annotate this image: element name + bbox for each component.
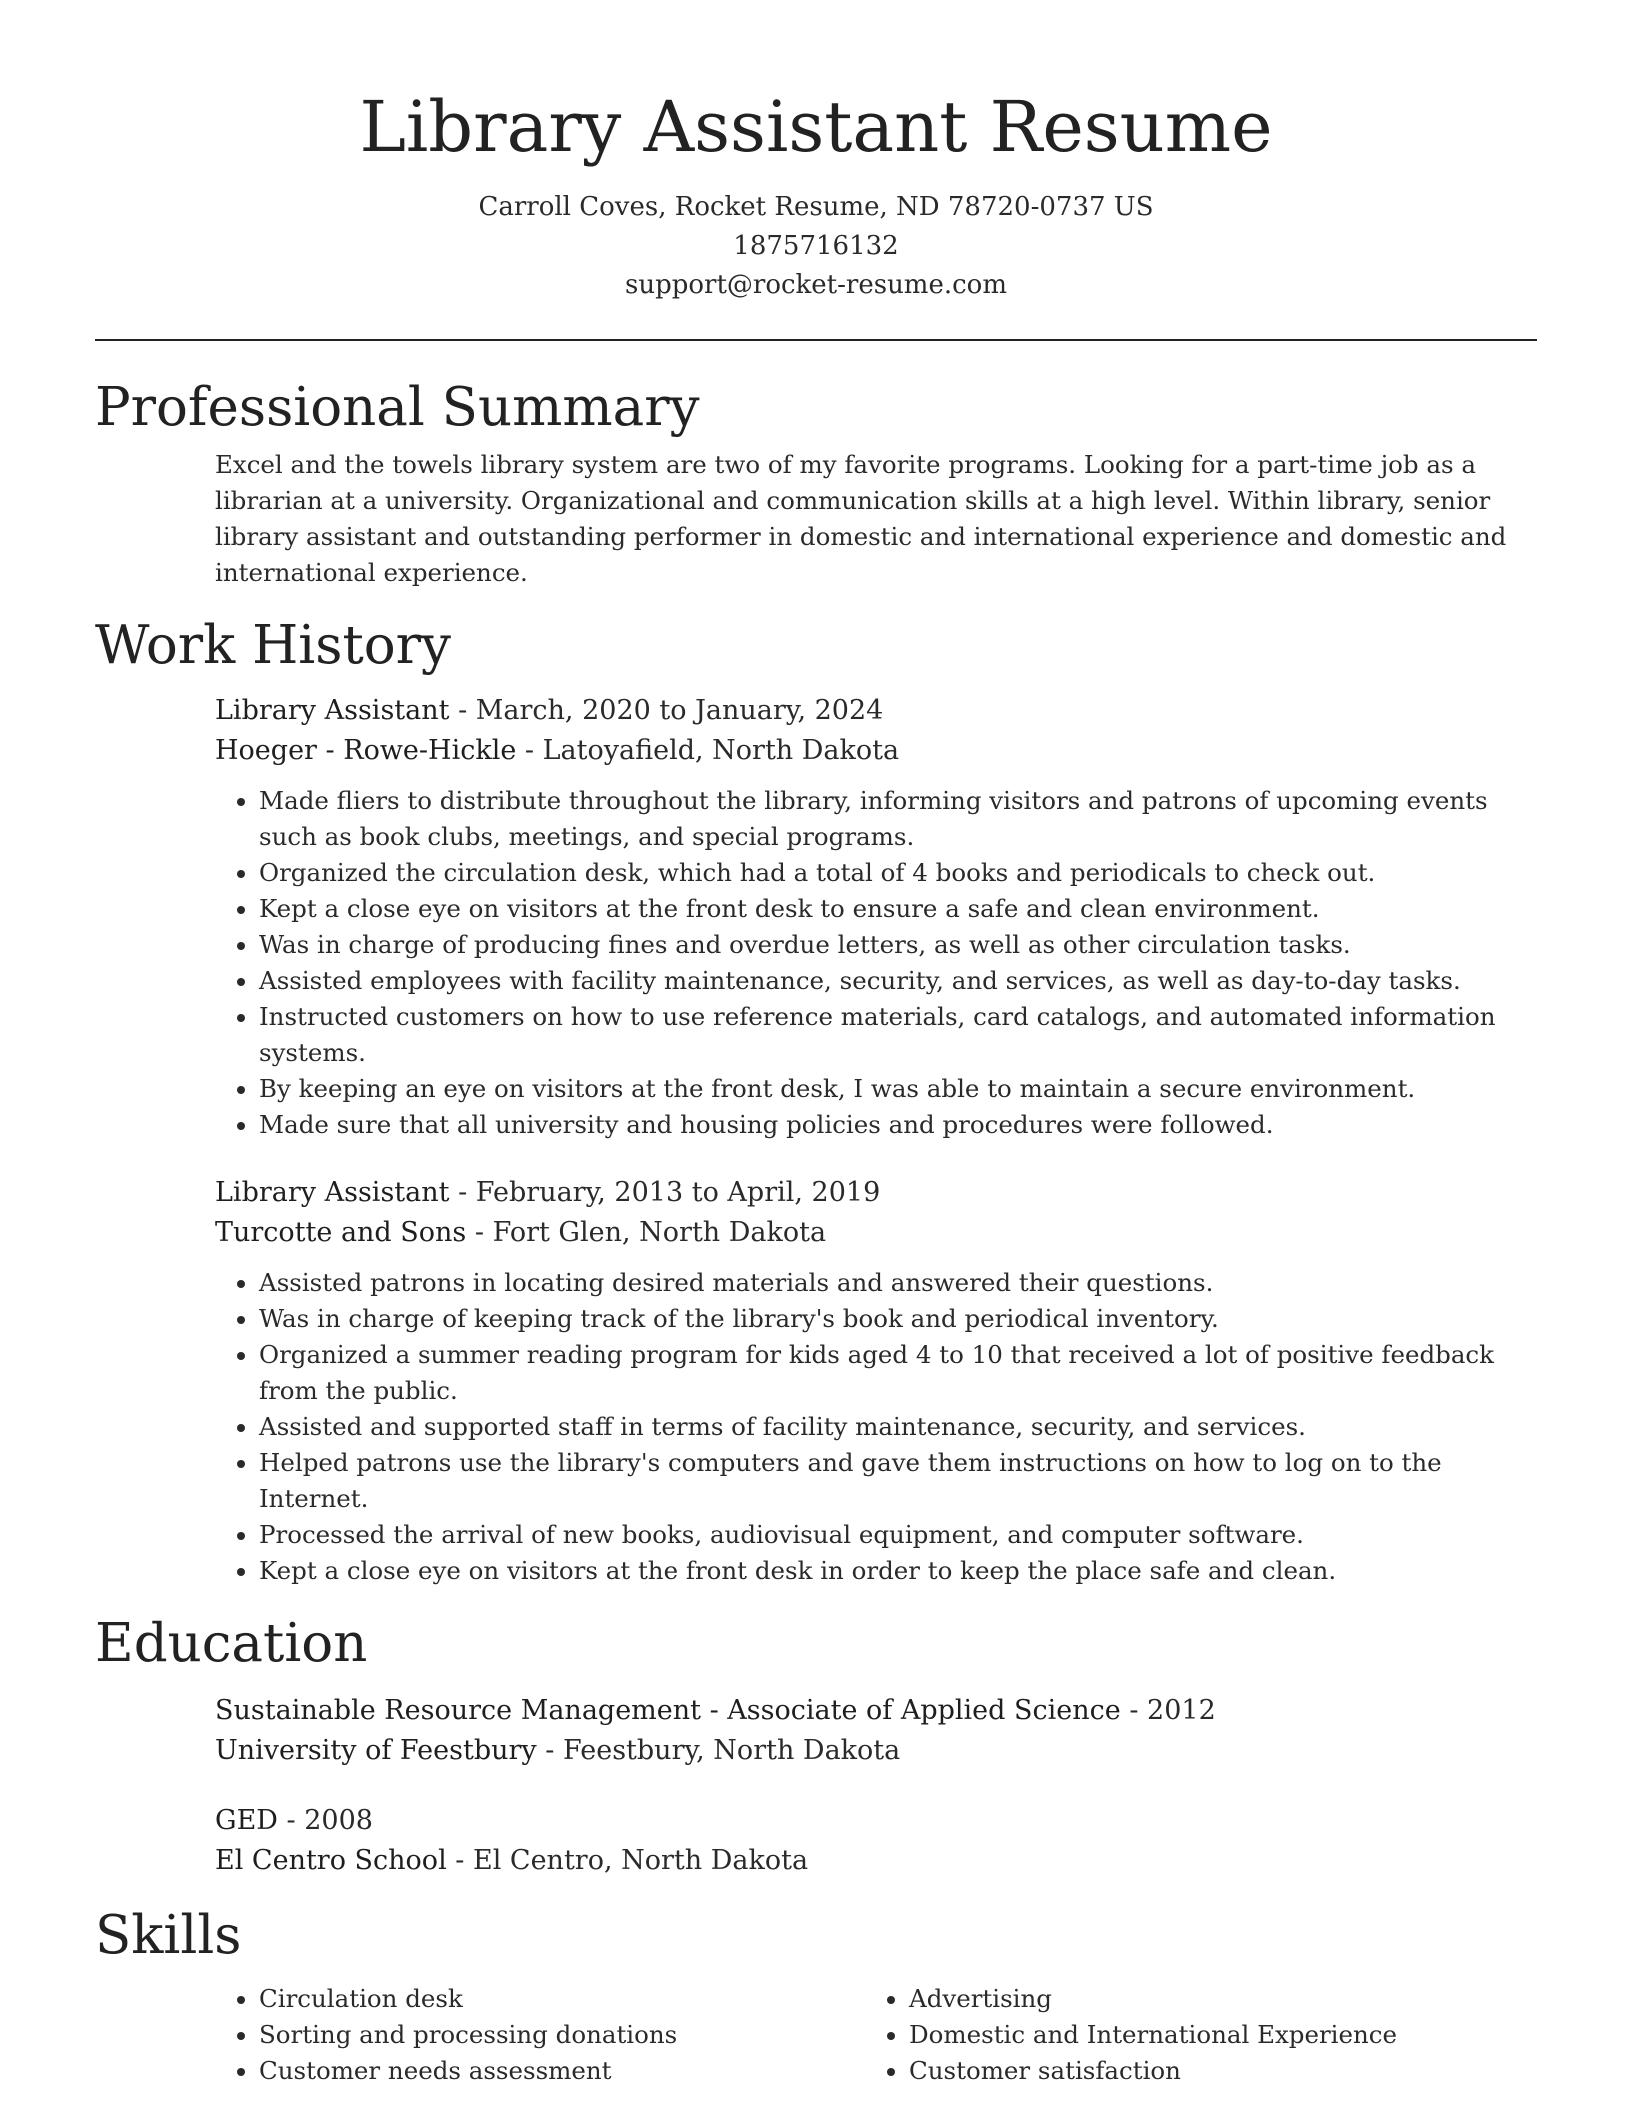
job-role: Library Assistant — [215, 1177, 450, 1208]
list-item: • Assisted patrons in locating desired materials and answered their questions. — [259, 1265, 1537, 1301]
education-year: - 2008 — [277, 1805, 373, 1836]
list-item: • Organized the circulation desk, which had a total of 4 books and periodicals to check out. — [259, 855, 1537, 891]
section-title-skills: Skills — [95, 1905, 242, 1966]
education-school: El Centro School — [215, 1845, 447, 1876]
list-item: • Kept a close eye on visitors at the front desk to ensure a safe and clean environment. — [259, 891, 1537, 927]
education-degree-line — [215, 1801, 1537, 1841]
skill-item: • Sorting and processing donations — [259, 2017, 865, 2053]
page-title: Library Assistant Resume — [359, 86, 1273, 168]
job-bullets — [215, 1265, 1537, 1589]
job-company: Hoeger - Rowe-Hickle — [215, 735, 517, 766]
list-item: • Organized a summer reading program for kids aged 4 to 10 that received a lot of positive feedback from the public. — [259, 1337, 1537, 1409]
section-title-education: Education — [95, 1613, 368, 1674]
job-bullets — [215, 783, 1537, 1143]
list-item: • By keeping an eye on visitors at the front desk, I was able to maintain a secure environment. — [259, 1071, 1537, 1107]
skill-item: • Customer needs assessment — [259, 2053, 865, 2089]
phone: 1875716132 — [733, 231, 899, 261]
education-location: - Feestbury, North Dakota — [536, 1735, 901, 1766]
work-section — [0, 613, 1632, 1589]
education-entry — [215, 1801, 1537, 1881]
list-item: • Made sure that all university and housing policies and procedures were followed. — [259, 1107, 1537, 1143]
skill-item: • Customer satisfaction — [909, 2053, 1515, 2089]
summary-text: Excel and the towels library system are two of my favorite programs. Looking for a part-time job as a librarian at a university. Organizational and communication skills at a high level. Within library, senior library assistant and outstanding performer in domestic and international experience and domestic and international experience. — [215, 450, 1507, 587]
list-item: • Instructed customers on how to use reference materials, card catalogs, and automated information systems. — [259, 999, 1537, 1071]
job-entry — [215, 691, 1537, 1143]
list-item: • Was in charge of producing fines and overdue letters, as well as other circulation tasks. — [259, 927, 1537, 963]
job-role: Library Assistant — [215, 695, 450, 726]
education-school-line — [215, 1841, 1537, 1881]
job-location: - Latoyafield, North Dakota — [516, 735, 900, 766]
skills-grid — [215, 1981, 1537, 2089]
list-item: • Kept a close eye on visitors at the front desk in order to keep the place safe and clean. — [259, 1553, 1537, 1589]
job-title-line — [215, 1173, 1537, 1213]
list-item: • Assisted employees with facility maintenance, security, and services, as well as day-to-day tasks. — [259, 963, 1537, 999]
education-school: University of Feestbury — [215, 1735, 537, 1766]
skills-column-left — [215, 1981, 865, 2089]
section-title-work: Work History — [95, 615, 451, 676]
education-section — [0, 1611, 1632, 1881]
education-entry — [215, 1691, 1537, 1771]
education-location: - El Centro, North Dakota — [446, 1845, 809, 1876]
job-title-line — [215, 691, 1537, 731]
skills-list-right — [865, 1981, 1515, 2089]
skill-item: • Advertising — [909, 1981, 1515, 2017]
job-company-line — [215, 731, 1537, 771]
resume-header — [0, 0, 1632, 305]
skills-section — [0, 1903, 1632, 2089]
education-degree-line — [215, 1691, 1537, 1731]
job-company: Turcotte and Sons — [215, 1217, 467, 1248]
section-title-summary: Professional Summary — [95, 377, 700, 438]
contact-info — [0, 188, 1632, 305]
job-entry — [215, 1173, 1537, 1589]
education-degree: Sustainable Resource Management - Associate of Applied Science — [215, 1695, 1121, 1726]
summary-section — [0, 375, 1632, 591]
education-year: - 2012 — [1120, 1695, 1216, 1726]
job-dates: - February, 2013 to April, 2019 — [449, 1177, 881, 1208]
education-school-line — [215, 1731, 1537, 1771]
header-divider — [95, 339, 1537, 341]
list-item: • Processed the arrival of new books, audiovisual equipment, and computer software. — [259, 1517, 1537, 1553]
skills-column-right — [865, 1981, 1515, 2089]
list-item: • Helped patrons use the library's computers and gave them instructions on how to log on to the Internet. — [259, 1445, 1537, 1517]
list-item: • Made fliers to distribute throughout the library, informing visitors and patrons of upcoming events such as book clubs, meetings, and special programs. — [259, 783, 1537, 855]
education-degree: GED — [215, 1805, 278, 1836]
job-location: - Fort Glen, North Dakota — [466, 1217, 827, 1248]
skills-list-left — [215, 1981, 865, 2089]
list-item: • Assisted and supported staff in terms of facility maintenance, security, and services. — [259, 1409, 1537, 1445]
email: support@rocket-resume.com — [624, 270, 1007, 300]
skill-item: • Circulation desk — [259, 1981, 865, 2017]
address: Carroll Coves, Rocket Resume, ND 78720-0737 US — [478, 192, 1154, 222]
job-company-line — [215, 1213, 1537, 1253]
list-item: • Was in charge of keeping track of the library's book and periodical inventory. — [259, 1301, 1537, 1337]
job-dates: - March, 2020 to January, 2024 — [449, 695, 884, 726]
skill-item: • Domestic and International Experience — [909, 2017, 1515, 2053]
